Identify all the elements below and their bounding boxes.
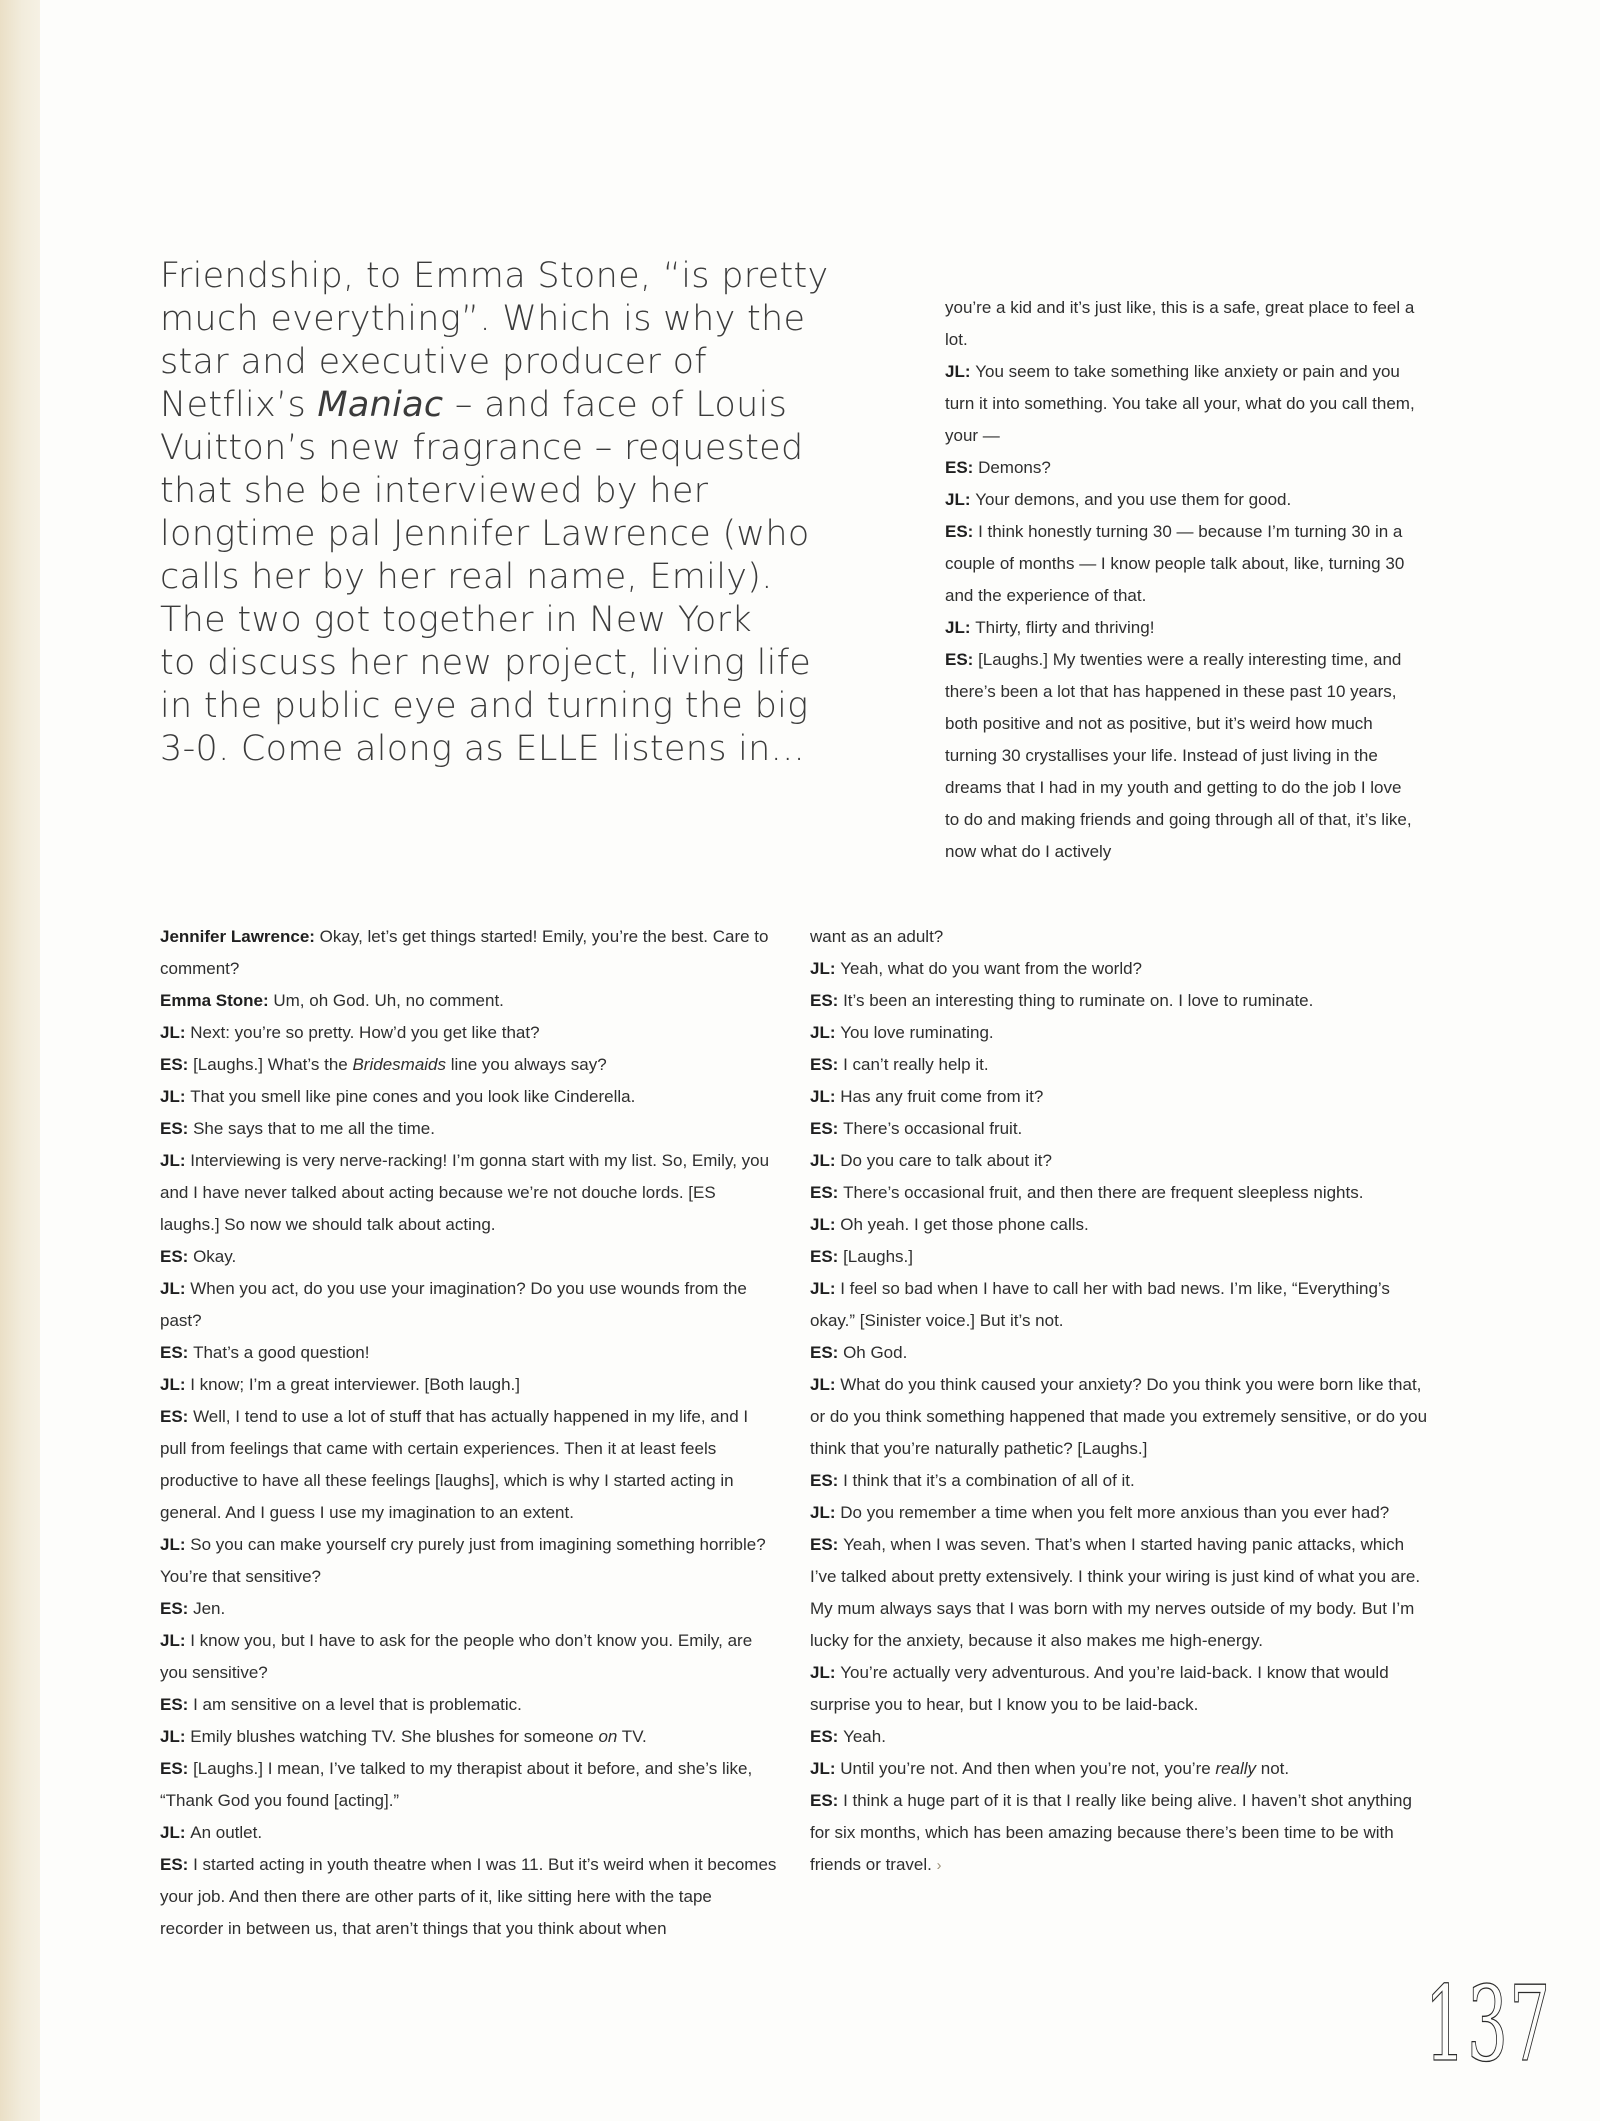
speaker-label: JL:	[810, 1215, 841, 1234]
dialogue-paragraph	[160, 1145, 778, 1241]
text-run: Next: you’re so pretty. How’d you get like that?	[190, 1023, 540, 1042]
text-run: Yeah, when I was seven. That’s when I started having panic attacks, which I’ve talked about pretty extensively. I think your wiring is just kind of what you are. My mum always says that I was born with my nerves outside of my body. But I’m lucky for the anxiety, because it also makes me high-energy.	[810, 1535, 1421, 1650]
intro-line	[160, 728, 900, 771]
intro-line	[160, 298, 900, 341]
interview-column-right-bottom	[810, 921, 1428, 1882]
dialogue-paragraph	[945, 644, 1417, 868]
dialogue-paragraph	[160, 1113, 778, 1145]
text-run: calls her by her real name, Emily).	[160, 557, 773, 597]
italic-text: on	[598, 1727, 618, 1746]
text-run: – and face of Louis	[443, 385, 788, 425]
text-run: in the public eye and turning the big	[160, 686, 809, 726]
text-run: to discuss her new project, living life	[160, 643, 812, 683]
text-run: You love ruminating.	[840, 1023, 994, 1042]
dialogue-paragraph	[810, 921, 1428, 953]
dialogue-paragraph	[160, 1817, 778, 1849]
text-run: longtime pal Jennifer Lawrence (who	[160, 514, 810, 554]
text-run: When you act, do you use your imagination? Do you use wounds from the past?	[160, 1279, 747, 1330]
intro-line	[160, 556, 900, 599]
dialogue-paragraph	[160, 1721, 778, 1753]
text-run: 3-0. Come along as ELLE listens in...	[160, 729, 805, 769]
speaker-label: ES:	[810, 1471, 844, 1490]
speaker-label: JL:	[810, 1279, 841, 1298]
dialogue-paragraph	[160, 1689, 778, 1721]
dialogue-paragraph	[810, 1273, 1428, 1337]
speaker-label: JL:	[945, 490, 976, 509]
dialogue-paragraph	[160, 1529, 778, 1593]
text-run: Has any fruit come from it?	[840, 1087, 1044, 1106]
text-run: What do you think caused your anxiety? Do you think you were born like that, or do you think something happened that made you extremely sensitive, or do you think that you’re naturally pathetic? [Laughs.]	[810, 1375, 1428, 1458]
text-run: [Laughs.] My twenties were a really interesting time, and there’s been a lot that has happened in these past 10 years, both positive and not as positive, but it’s weird how much turning 30 crystallises your life. Instead of just living in the dreams that I had in my youth and getting to do the job I love to do and making friends and going through all of that, it’s like, now what do I actively	[945, 650, 1412, 861]
text-run: [Laughs.] What’s the	[193, 1055, 353, 1074]
dialogue-paragraph	[810, 1113, 1428, 1145]
speaker-label: JL:	[160, 1279, 191, 1298]
text-run: There’s occasional fruit.	[843, 1119, 1023, 1138]
dialogue-paragraph	[810, 1369, 1428, 1465]
speaker-label: ES:	[945, 458, 979, 477]
text-run: Interviewing is very nerve-racking! I’m gonna start with my list. So, Emily, you and I have never talked about acting because we’re not douche lords. [ES laughs.] So now we should talk about acting.	[160, 1151, 770, 1234]
interview-column-right-top	[945, 292, 1417, 868]
text-run: I think a huge part of it is that I really like being alive. I haven’t shot anything for six months, which has been amazing because there’s been time to be with friends or travel.	[810, 1791, 1412, 1874]
text-run: Emily blushes watching TV. She blushes for someone	[190, 1727, 599, 1746]
dialogue-paragraph	[160, 921, 778, 985]
speaker-label: ES:	[160, 1119, 194, 1138]
speaker-label: JL:	[160, 1023, 191, 1042]
dialogue-paragraph	[810, 1337, 1428, 1369]
dialogue-paragraph	[810, 1753, 1428, 1785]
interview-column-left	[160, 921, 778, 1945]
intro-line	[160, 642, 900, 685]
speaker-label: ES:	[810, 1055, 844, 1074]
text-run: Do you remember a time when you felt more anxious than you ever had?	[840, 1503, 1390, 1522]
italic-text: Maniac	[317, 385, 444, 425]
dialogue-paragraph	[160, 1241, 778, 1273]
text-run: I think honestly turning 30 — because I’m turning 30 in a couple of months — I know people talk about, like, turning 30 and the experience of that.	[945, 522, 1405, 605]
speaker-label: JL:	[810, 1151, 841, 1170]
speaker-label: ES:	[160, 1695, 194, 1714]
text-run: want as an adult?	[810, 927, 944, 946]
text-run: Um, oh God. Uh, no comment.	[273, 991, 504, 1010]
text-run: Oh God.	[843, 1343, 908, 1362]
text-run: I feel so bad when I have to call her with bad news. I’m like, “Everything’s okay.” [Sinister voice.] But it’s not.	[810, 1279, 1390, 1330]
text-run: Friendship, to Emma Stone, “is pretty	[160, 256, 829, 296]
dialogue-paragraph	[810, 1785, 1428, 1882]
text-run: not.	[1256, 1759, 1290, 1778]
text-run: I know; I’m a great interviewer. [Both laugh.]	[190, 1375, 521, 1394]
dialogue-paragraph	[160, 1593, 778, 1625]
dialogue-paragraph	[945, 484, 1417, 516]
text-run: Netflix’s	[160, 385, 318, 425]
speaker-label: JL:	[945, 618, 976, 637]
dialogue-paragraph	[160, 1625, 778, 1689]
continuation-mark-icon: ›	[936, 1858, 942, 1874]
text-run: I started acting in youth theatre when I was 11. But it’s weird when it becomes your job. And then there are other parts of it, like sitting here with the tape recorder in between us, that aren’t things that you think about when	[160, 1855, 777, 1938]
text-run: Do you care to talk about it?	[840, 1151, 1052, 1170]
dialogue-paragraph	[160, 1337, 778, 1369]
dialogue-paragraph	[810, 1209, 1428, 1241]
speaker-label: ES:	[810, 991, 844, 1010]
intro-line	[160, 255, 900, 298]
dialogue-paragraph	[160, 1401, 778, 1529]
speaker-label: JL:	[160, 1087, 191, 1106]
speaker-label: ES:	[810, 1343, 844, 1362]
dialogue-paragraph	[160, 1273, 778, 1337]
dialogue-paragraph	[810, 1657, 1428, 1721]
speaker-label: JL:	[810, 1375, 841, 1394]
dialogue-paragraph	[945, 516, 1417, 612]
speaker-label: ES:	[810, 1727, 844, 1746]
dialogue-paragraph	[945, 452, 1417, 484]
text-run: It’s been an interesting thing to ruminate on. I love to ruminate.	[843, 991, 1314, 1010]
speaker-label: ES:	[810, 1247, 844, 1266]
dialogue-paragraph	[160, 1081, 778, 1113]
dialogue-paragraph	[810, 1017, 1428, 1049]
text-run: Okay.	[193, 1247, 237, 1266]
speaker-label: ES:	[160, 1247, 194, 1266]
intro-line	[160, 470, 900, 513]
text-run: I can’t really help it.	[843, 1055, 989, 1074]
speaker-label: Emma Stone:	[160, 991, 274, 1010]
speaker-label: JL:	[810, 1759, 841, 1778]
text-run: Until you’re not. And then when you’re not, you’re	[840, 1759, 1216, 1778]
speaker-label: JL:	[810, 959, 841, 978]
speaker-label: ES:	[160, 1055, 194, 1074]
speaker-label: JL:	[160, 1727, 191, 1746]
speaker-label: JL:	[160, 1535, 191, 1554]
text-run: Yeah.	[843, 1727, 886, 1746]
text-run: Vuitton’s new fragrance – requested	[160, 428, 804, 468]
text-run: that she be interviewed by her	[160, 471, 709, 511]
text-run: An outlet.	[190, 1823, 263, 1842]
speaker-label: JL:	[160, 1823, 191, 1842]
intro-line	[160, 341, 900, 384]
dialogue-paragraph	[945, 292, 1417, 356]
text-run: So you can make yourself cry purely just from imagining something horrible? You’re that sensitive?	[160, 1535, 766, 1586]
text-run: much everything”. Which is why the	[160, 299, 806, 339]
speaker-label: ES:	[945, 522, 979, 541]
text-run: There’s occasional fruit, and then there are frequent sleepless nights.	[843, 1183, 1364, 1202]
dialogue-paragraph	[810, 1049, 1428, 1081]
intro-line	[160, 685, 900, 728]
intro-line	[160, 427, 900, 470]
dialogue-paragraph	[160, 1049, 778, 1081]
dialogue-paragraph	[810, 1721, 1428, 1753]
text-run: She says that to me all the time.	[193, 1119, 435, 1138]
intro-line	[160, 599, 900, 642]
speaker-label: ES:	[160, 1343, 194, 1362]
speaker-label: ES:	[810, 1791, 844, 1810]
text-run: Okay, let’s get things started! Emily, you’re the best. Care to comment?	[160, 927, 769, 978]
speaker-label: JL:	[945, 362, 976, 381]
text-run: Demons?	[978, 458, 1051, 477]
italic-text: really	[1215, 1759, 1257, 1778]
dialogue-paragraph	[160, 1017, 778, 1049]
speaker-label: JL:	[810, 1663, 841, 1682]
text-run: line you always say?	[446, 1055, 607, 1074]
speaker-label: Jennifer Lawrence:	[160, 927, 320, 946]
intro-deck	[160, 255, 900, 771]
dialogue-paragraph	[160, 1369, 778, 1401]
text-run: That’s a good question!	[193, 1343, 370, 1362]
dialogue-paragraph	[810, 1177, 1428, 1209]
speaker-label: JL:	[810, 1023, 841, 1042]
speaker-label: ES:	[160, 1599, 194, 1618]
text-run: [Laughs.] I mean, I’ve talked to my therapist about it before, and she’s like, “Thank God you found [acting].”	[160, 1759, 753, 1810]
text-run: Jen.	[193, 1599, 226, 1618]
speaker-label: JL:	[810, 1087, 841, 1106]
speaker-label: ES:	[160, 1407, 194, 1426]
page-edge-strip	[0, 0, 40, 2121]
speaker-label: ES:	[160, 1759, 194, 1778]
dialogue-paragraph	[810, 953, 1428, 985]
speaker-label: ES:	[810, 1183, 844, 1202]
italic-text: Bridesmaids	[352, 1055, 447, 1074]
dialogue-paragraph	[810, 1241, 1428, 1273]
dialogue-paragraph	[810, 1081, 1428, 1113]
dialogue-paragraph	[945, 612, 1417, 644]
page-number: 137	[1425, 1963, 1552, 2085]
text-run: The two got together in New York	[160, 600, 752, 640]
text-run: You seem to take something like anxiety or pain and you turn it into something. You take all your, what do you call them, your —	[945, 362, 1415, 445]
text-run: That you smell like pine cones and you look like Cinderella.	[190, 1087, 636, 1106]
dialogue-paragraph	[810, 1497, 1428, 1529]
text-run: [Laughs.]	[843, 1247, 914, 1266]
speaker-label: JL:	[160, 1631, 191, 1650]
speaker-label: ES:	[810, 1119, 844, 1138]
speaker-label: ES:	[160, 1855, 194, 1874]
dialogue-paragraph	[810, 1529, 1428, 1657]
text-run: You’re actually very adventurous. And you’re laid-back. I know that would surprise you to hear, but I know you to be laid-back.	[810, 1663, 1389, 1714]
text-run: Thirty, flirty and thriving!	[975, 618, 1155, 637]
dialogue-paragraph	[810, 985, 1428, 1017]
text-run: Well, I tend to use a lot of stuff that has actually happened in my life, and I pull from feelings that came with certain experiences. Then it at least feels productive to have all these feelings [laughs], which is why I started acting in general. And I guess I use my imagination to an extent.	[160, 1407, 749, 1522]
text-run: you’re a kid and it’s just like, this is a safe, great place to feel a lot.	[945, 298, 1415, 349]
text-run: TV.	[617, 1727, 647, 1746]
speaker-label: JL:	[810, 1503, 841, 1522]
dialogue-paragraph	[160, 1849, 778, 1945]
text-run: Oh yeah. I get those phone calls.	[840, 1215, 1089, 1234]
text-run: Your demons, and you use them for good.	[975, 490, 1292, 509]
dialogue-paragraph	[810, 1145, 1428, 1177]
speaker-label: ES:	[810, 1535, 844, 1554]
speaker-label: JL:	[160, 1151, 191, 1170]
dialogue-paragraph	[810, 1465, 1428, 1497]
dialogue-paragraph	[945, 356, 1417, 452]
dialogue-paragraph	[160, 1753, 778, 1817]
text-run: I think that it’s a combination of all of it.	[843, 1471, 1135, 1490]
dialogue-paragraph	[160, 985, 778, 1017]
text-run: Yeah, what do you want from the world?	[840, 959, 1143, 978]
text-run: I am sensitive on a level that is problematic.	[193, 1695, 522, 1714]
text-run: I know you, but I have to ask for the people who don’t know you. Emily, are you sensitive?	[160, 1631, 753, 1682]
speaker-label: JL:	[160, 1375, 191, 1394]
intro-line	[160, 513, 900, 556]
text-run: star and executive producer of	[160, 342, 707, 382]
speaker-label: ES:	[945, 650, 979, 669]
intro-line	[160, 384, 900, 427]
